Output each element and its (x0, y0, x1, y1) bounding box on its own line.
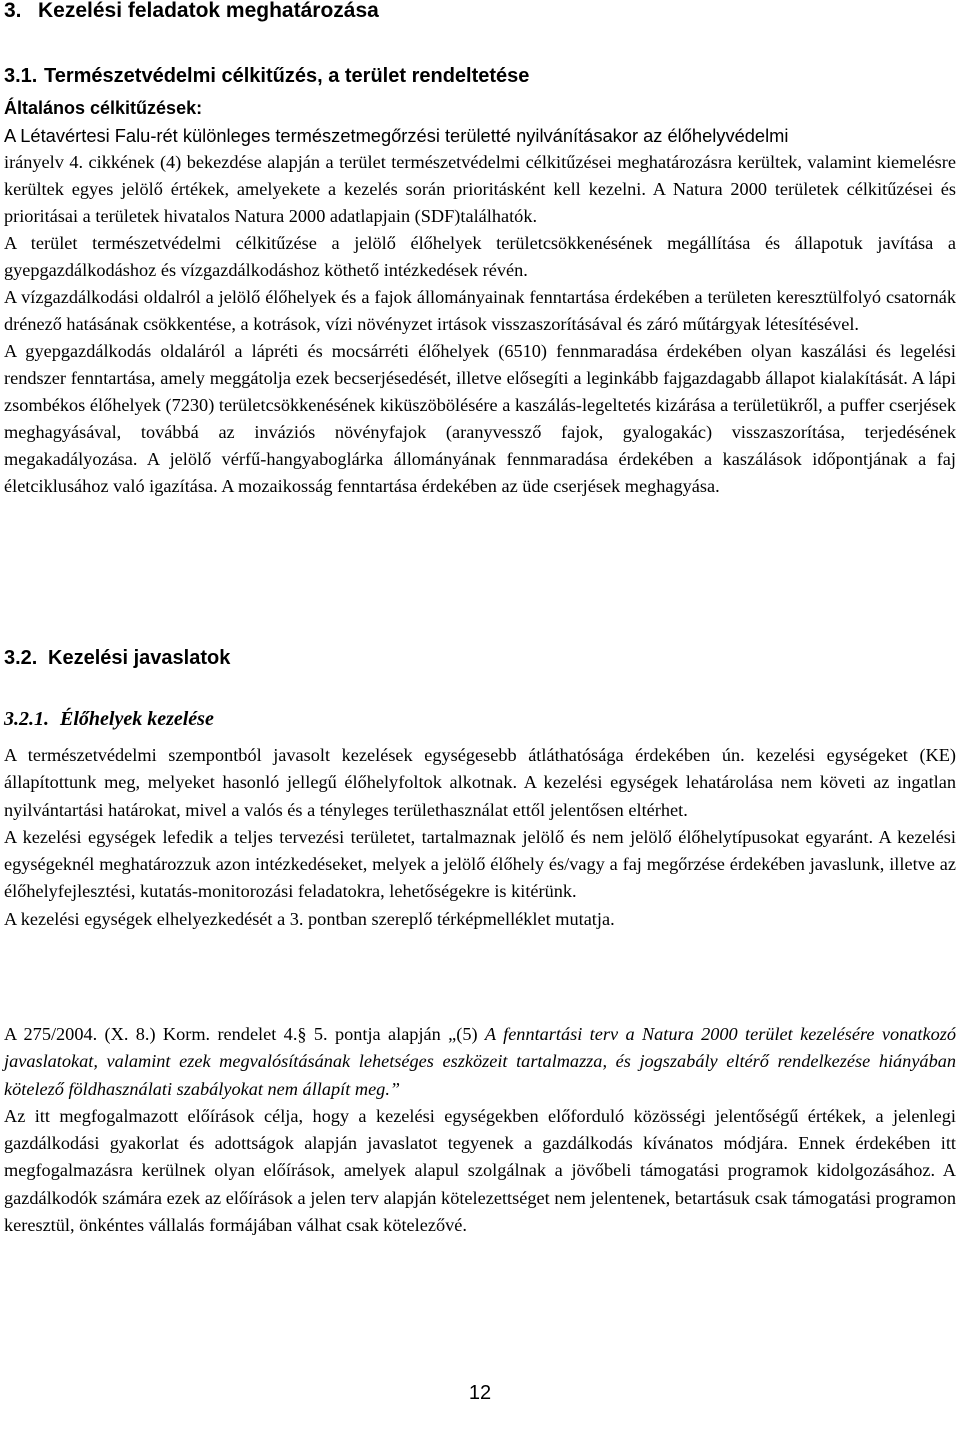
subsection-heading-3-1 (4, 61, 529, 91)
general-goals-paragraph-1: irányelv 4. cikkének (4) bekezdése alapján a terület természetvédelmi célkitűzései meghatározásra kerültek, valamint kiemelésre kerültek egyes jelölő értékek, amelyekete a kezelés során prioritásként kell kezelni. A Natura 2000 területek célkitűzései és prioritásai a területek hivatalos Natura 2000 adatlapjain (SDF)találhatók. (4, 152, 956, 226)
general-goals-paragraph-3: A vízgazdálkodási oldalról a jelölő élőhelyek és a fajok állományainak fenntartása érdekében a területen keresztülfolyó csatornák drénező hatásának csökkentése, a kotrások, vízi növényzet irtások visszaszorításával és záró műtárgyak létesítésével. (4, 287, 956, 334)
regulation-quote: A fenntartási terv a Natura 2000 terület kezelésére vonatkozó javaslatokat, valamint ezek megvalósításának lehetséges eszközeit tartalmazza, és jogszabály eltérő rendelkezése hiányában kötelező földhasználati szabályokat nem állapít meg.” (4, 1024, 956, 1099)
regulation-block (4, 1021, 956, 1239)
subsubsection-number: 3.2.1. (4, 708, 49, 730)
subsection-title: Természetvédelmi célkitűzés, a terület rendeltetése (44, 65, 530, 87)
subsubsection-title: Élőhelyek kezelése (60, 708, 214, 730)
general-goals-intro-line: A Létavértesi Falu-rét különleges természetmegőrzési területté nyilvánításakor az élőhelyvédelmi (4, 125, 789, 146)
subsubsection-heading-3-2-1 (4, 704, 214, 734)
subsection-number: 3.1. (4, 65, 38, 87)
general-goals-block (4, 95, 956, 500)
habitat-management-block (4, 742, 956, 933)
habitat-management-paragraph-2: A kezelési egységek lefedik a teljes tervezési területet, tartalmaznak jelölő és nem jelölő élőhelytípusokat egyaránt. A kezelési egységeknél meghatározzuk azon intézkedéseket, melyek a jelölő élőhely és/vagy a faj megőrzése érdekében javaslunk, illetve az élőhelyfejlesztési, kutatás-monitorozási feladatokra, lehetőségekre is kitérünk. (4, 826, 956, 902)
general-goals-paragraph-2: A terület természetvédelmi célkitűzése a jelölő élőhelyek területcsökkenésének megállítása és állapotuk javítása a gyepgazdálkodáshoz és vízgazdálkodáshoz köthető intézkedések révén. (4, 233, 956, 280)
section-heading (4, 0, 379, 26)
section-title: Kezelési feladatok meghatározása (38, 0, 379, 22)
subsection-title: Kezelési javaslatok (48, 647, 231, 669)
habitat-management-paragraph-3: A kezelési egységek elhelyezkedését a 3. pontban szereplő térképmelléklet mutatja. (4, 908, 615, 929)
regulation-lead: A 275/2004. (X. 8.) Korm. rendelet 4. (4, 1024, 298, 1044)
general-goals-heading: Általános célkitűzések: (4, 98, 203, 118)
habitat-management-paragraph-1: A természetvédelmi szempontból javasolt kezelések egységesebb átláthatósága érdekében ún. kezelési egységeket (KE) állapítottunk meg, melyeket hasonló jellegű élőhelyfoltok alkotnak. A kezelési egységek lehatárolása nem követi az ingatlan nyilvántartási határokat, mivel a valós és a tényleges területhasználat ettől jelentősen eltérhet. (4, 745, 956, 820)
section-number: 3. (4, 0, 22, 22)
subsection-heading-3-2 (4, 643, 230, 673)
section-sign: § (297, 1024, 307, 1044)
regulation-after-sign: 5. pontja alapján „(5) (306, 1024, 485, 1044)
general-goals-paragraph-4: A gyepgazdálkodás oldaláról a lápréti és mocsárréti élőhelyek (6510) fennmaradása érdekében olyan kaszálási és legelési rendszer fenntartása, amely meggátolja ezek becserjésedését, illetve elősegíti a leginkább fajgazdagabb állapot kialakítását. A lápi zsombékos élőhelyek (7230) területcsökkenésének kiküszöbölésére a kaszálás-legeltetés kizárása a területükről, a puffer cserjések meghagyásával, továbbá az inváziós növényfajok (aranyvessző fajok, gyalogakác) visszaszorítása, terjedésének megakadályozása. A jelölő vérfű-hangyaboglárka állományának fennmaradása érdekében a kaszálások időpontjának a faj életciklusához való igazítása. A mozaikosság fenntartása érdekében az üde cserjések meghagyása. (4, 341, 956, 496)
regulation-paragraph-1 (4, 1021, 956, 1103)
regulation-paragraph-2: Az itt megfogalmazott előírások célja, hogy a kezelési egységekben előforduló közösségi jelentőségű értékek, a jelenlegi gazdálkodási gyakorlat és adottságok alapján javaslatot tegyenek a gazdálkodás kívánatos módjára. Ennek érdekében itt megfogalmazásra kerülnek olyan előírások, amelyek alapul szolgálnak a jövőbeli támogatási programok kidolgozásához. A gazdálkodók számára ezek az előírások a jelen terv alapján kötelezettséget nem jelentenek, betartásuk csak támogatási programon keresztül, önkéntes vállalás formájában válhat csak kötelezővé. (4, 1105, 956, 1236)
page-number: 12 (468, 1382, 492, 1404)
subsection-number: 3.2. (4, 647, 38, 669)
